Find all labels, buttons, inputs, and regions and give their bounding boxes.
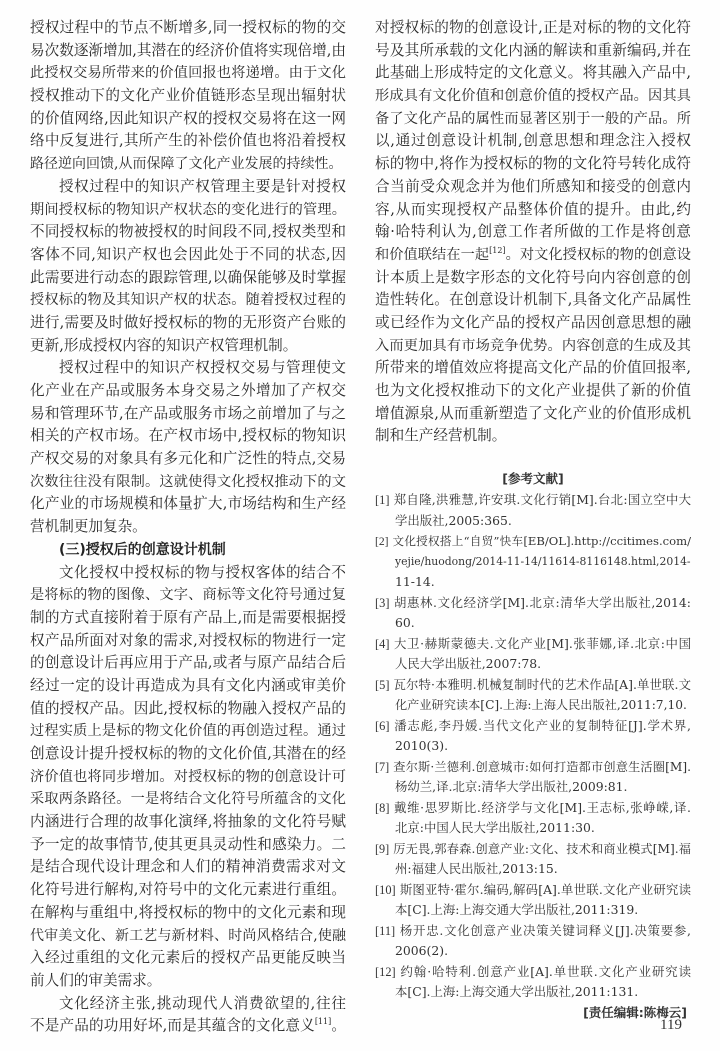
text-line: 文化授权中授权标的物与授权客体的结合不 bbox=[59, 563, 346, 581]
text-line: 予一定的故事情节,使其更具灵动性和感染力。二 bbox=[30, 835, 346, 853]
text-line: 合当前受众观念并为他们所感知和接受的创意内 bbox=[375, 177, 691, 195]
reference-line bbox=[375, 531, 691, 552]
text-line: 造性转化。在创意设计机制下,具备文化产品属性 bbox=[375, 291, 691, 309]
text-line: 翰·哈特利认为,创意工作者所做的工作是将创意 bbox=[375, 223, 691, 241]
text-line: 授权过程中的节点不断增多,同一授权标的物的交 bbox=[30, 19, 346, 36]
paragraph-4 bbox=[30, 562, 346, 993]
text-line: 产权交易的对象具有多元化和广泛性的特点,交易 bbox=[30, 450, 346, 468]
text-line: 路径逆向回馈,从而保障了文化产业发展的持续性。 bbox=[30, 156, 343, 173]
text-line: 是将标的物的图像、文字、商标等文化符号通过复 bbox=[30, 587, 346, 604]
reference-item bbox=[375, 839, 691, 880]
text-line: 制的方式直接附着于原有产品上,而是需要根据授 bbox=[30, 608, 346, 626]
text-line: 的创意设计后再应用于产品,或者与原产品结合后 bbox=[30, 654, 346, 672]
reference-text: 斯图亚特·霍尔.编码,解码[A].单世联.文化产业研究读 bbox=[399, 881, 691, 897]
reference-text: 戴维·思罗斯比.经济学与文化[M].王志标,张峥嵘,译. bbox=[394, 799, 691, 815]
text-line: 所带来的增值效应将提高文化产品的价值回报率, bbox=[375, 359, 691, 377]
text-line: 增值源泉,从而重新塑造了文化产业的价值形成机 bbox=[375, 404, 691, 422]
reference-line bbox=[375, 757, 691, 778]
reference-line: 60. bbox=[395, 615, 415, 631]
text-line: 济价值也将同步增加。对授权标的物的创意设计可 bbox=[30, 768, 346, 785]
text-line: 备了文化产品的属性而显著区别于一般的产品。所 bbox=[375, 110, 691, 127]
text-line: 的价值网络,因此知识产权的授权交易将在这一网 bbox=[30, 109, 346, 127]
section-heading: (三)授权后的创意设计机制 bbox=[59, 541, 226, 558]
reference-item bbox=[375, 757, 691, 798]
text-line: 营机制更加复杂。 bbox=[30, 518, 147, 536]
text-line: 期间授权标的物知识产权状态的变化进行的管理。 bbox=[30, 201, 346, 218]
text-line: 此基础上形成特定的文化意义。将其融入产品中, bbox=[375, 64, 691, 82]
reference-line bbox=[375, 962, 691, 983]
reference-line: 北京:中国人民大学出版社,2011:30. bbox=[395, 820, 595, 836]
reference-item bbox=[375, 531, 691, 593]
text-line: 化符号进行解构,对符号中的文化元素进行重组。 bbox=[30, 881, 346, 899]
reference-line: 2010(3). bbox=[395, 738, 449, 754]
text-line: 计本质上是数字形态的文化符号向内容创意的创 bbox=[375, 268, 691, 286]
text-line: 在解构与重组中,将授权标的物中的文化元素和现 bbox=[30, 903, 346, 921]
text-fragment: 。 bbox=[331, 1017, 346, 1035]
reference-line bbox=[375, 593, 691, 614]
text-line: 授权标的物及其知识产权的状态。随着授权过程的 bbox=[30, 292, 346, 309]
reference-line: 2006(2). bbox=[395, 943, 449, 959]
text-line: 或已经作为文化产品的授权产品因创意思想的融 bbox=[375, 313, 691, 331]
reference-text: 厉无畏,郭春森.创意产业:文化、技术和商业模式[M].福 bbox=[393, 841, 691, 856]
text-line: 入而更加具有市场竞争优势。内容创意的生成及其 bbox=[375, 337, 691, 354]
reference-line: 本[C].上海:上海交通大学出版社,2011:319. bbox=[395, 902, 639, 918]
paragraph-2 bbox=[30, 176, 346, 358]
text-line: 对授权标的物的创意设计,正是对标的物的文化符 bbox=[375, 19, 691, 36]
reference-number: [10] bbox=[375, 882, 396, 897]
reference-line bbox=[375, 798, 691, 819]
text-line: 进行,需要及时做好授权标的物的无形资产台账的 bbox=[30, 313, 346, 331]
reference-line: 州:福建人民出版社,2013:15. bbox=[395, 861, 558, 877]
paragraph-right-2 bbox=[375, 267, 691, 449]
reference-line bbox=[375, 490, 691, 511]
text-line: 是结合现代设计理念和人们的精神消费需求对文 bbox=[30, 858, 346, 876]
right-column bbox=[375, 17, 691, 1023]
text-line: 化产业在产品或服务本身交易之外增加了产权交 bbox=[30, 382, 346, 399]
reference-item bbox=[375, 880, 691, 921]
references-title: [参考文献] bbox=[502, 471, 564, 487]
reference-line bbox=[375, 880, 691, 901]
reference-item bbox=[375, 634, 691, 675]
reference-text: 杨开忠.文化创意产业决策关键词释义[J].决策要参, bbox=[399, 922, 691, 938]
reference-line: 化产业研究读本[C].上海:上海人民出版社,2011:7,10. bbox=[395, 698, 687, 713]
left-column bbox=[30, 17, 346, 1038]
paragraph-right-1 bbox=[375, 17, 691, 244]
text-line: 更新,形成授权内容的知识产权管理机制。 bbox=[30, 336, 298, 354]
editor-note: [责任编辑:陈梅云] bbox=[583, 1004, 687, 1020]
text-line: 也为文化授权推动下的文化产业提供了新的价值 bbox=[375, 382, 691, 399]
text-line: 采取两条路径。一是将结合文化符号所蕴含的文化 bbox=[30, 791, 346, 808]
reference-number: [11] bbox=[375, 923, 396, 938]
text-line: 授权过程中的知识产权管理主要是针对授权 bbox=[59, 177, 346, 195]
text-line: 授权过程中的知识产权授权交易与管理使文 bbox=[59, 359, 346, 377]
text-line: 创意设计提升授权标的物的文化价值,其潜在的经 bbox=[30, 745, 346, 762]
reference-number: [12] bbox=[375, 964, 396, 979]
text-line: 标的物中,将作为授权标的物的文化符号转化成符 bbox=[375, 155, 691, 173]
text-line: 次数往往没有限制。这就使得文化授权推动下的文 bbox=[30, 473, 346, 490]
text-line: 内涵进行合理的故事化演绎,将抽象的文化符号赋 bbox=[30, 813, 346, 831]
text-line: 授权推动下的文化产业价值链形态呈现出辐射状 bbox=[30, 87, 346, 105]
reference-item bbox=[375, 716, 691, 757]
reference-item bbox=[375, 921, 691, 962]
reference-number: [3] bbox=[375, 595, 390, 610]
reference-text: 潘志彪,李丹媛.当代文化产业的复制特征[J].学术界, bbox=[394, 717, 691, 733]
text-line: 此需要进行动态的跟踪管理,以确保能够及时掌握 bbox=[30, 268, 346, 286]
text-line: 络中反复进行,其所产生的补偿价值也将沿着授权 bbox=[30, 132, 346, 150]
reference-text: 约翰·哈特利.创意产业[A].单世联.文化产业研究读 bbox=[400, 963, 691, 979]
citation-11[interactable]: [11] bbox=[314, 1017, 332, 1027]
text-line: 化产业的市场规模和体量扩大,市场结构和生产经 bbox=[30, 495, 346, 513]
paragraph-1 bbox=[30, 17, 346, 176]
text-line: 入经过重组的文化元素后的授权产品更能反映当 bbox=[30, 949, 346, 967]
reference-text: 文化授权搭上“自贸”快车[EB/OL].http://ccitimes.com/ bbox=[392, 534, 692, 549]
reference-number: [1] bbox=[375, 493, 390, 508]
reference-number: [2] bbox=[375, 535, 389, 549]
reference-text: 查尔斯·兰德利.创意城市:如何打造都市创意生活圈[M]. bbox=[393, 759, 691, 774]
reference-text: 胡惠林.文化经济学[M].北京:清华大学出版社,2014: bbox=[394, 594, 691, 610]
text-line: 此授权交易所带来的价值回报也将递增。由于文化 bbox=[30, 65, 346, 82]
reference-text: 瓦尔特·本雅明.机械复制时代的艺术作品[A].单世联.文 bbox=[393, 676, 691, 692]
text-line: 经过一定的设计再造成为具有文化内涵或审美价 bbox=[30, 676, 346, 694]
reference-number: [5] bbox=[375, 677, 390, 692]
text-line: 相关的产权市场。在产权市场中,授权标的物知识 bbox=[30, 427, 346, 445]
text-line: 形成具有文化价值和创意价值的授权产品。因其具 bbox=[375, 88, 691, 105]
text-fragment: 。对文化授权标的物的创意设 bbox=[505, 246, 691, 263]
reference-number: [4] bbox=[375, 636, 390, 651]
text-line: 容,从而实现授权产品整体价值的提升。由此,约 bbox=[375, 200, 691, 218]
page-number: 119 bbox=[660, 1017, 682, 1033]
text-line: 易和管理环节,在产品或服务市场之前增加了与之 bbox=[30, 404, 346, 422]
reference-line bbox=[375, 921, 691, 942]
reference-number: [9] bbox=[375, 841, 390, 856]
reference-item bbox=[375, 962, 691, 1003]
text-line: 以,通过创意设计机制,创意思想和理念注入授权 bbox=[375, 132, 691, 150]
reference-line bbox=[375, 839, 691, 860]
reference-line: 11-14. bbox=[395, 574, 435, 590]
text-line: 值的授权产品。因此,授权标的物融入授权产品的 bbox=[30, 699, 346, 717]
text-fragment: 不是产品的功用好坏,而是其蕴含的文化意义 bbox=[30, 1017, 315, 1035]
text-line: 权产品所面对对象的需求,对授权标的物进行一定 bbox=[30, 631, 346, 649]
text-line: 制和生产经营机制。 bbox=[375, 427, 507, 445]
text-fragment: 和价值联结在一起 bbox=[375, 246, 490, 263]
reference-item bbox=[375, 593, 691, 634]
references-list bbox=[375, 490, 691, 1003]
paragraph-5 bbox=[30, 993, 346, 1038]
reference-line: yejie/huodong/2014-11-14/11614-8116148.html,2014- bbox=[395, 554, 691, 568]
reference-line: 人民大学出版社,2007:78. bbox=[395, 656, 542, 672]
reference-text: 郑自隆,洪雅慧,许安琪.文化行销[M].台北:国立空中大 bbox=[393, 492, 691, 508]
reference-line: 杨幼兰,译.北京:清华大学出版社,2009:81. bbox=[395, 779, 628, 795]
reference-line bbox=[375, 634, 691, 655]
reference-number: [8] bbox=[375, 800, 390, 815]
reference-line: 本[C].上海:上海交通大学出版社,2011:131. bbox=[395, 984, 639, 1000]
text-line: 易次数逐渐增加,其潜在的经济价值将实现倍增,由 bbox=[30, 41, 346, 59]
reference-line bbox=[375, 716, 691, 737]
reference-text: 大卫·赫斯蒙德夫.文化产业[M].张菲娜,译.北京:中国 bbox=[394, 635, 691, 651]
text-line: 号及其所承载的文化内涵的解读和重新编码,并在 bbox=[375, 41, 691, 59]
reference-item bbox=[375, 490, 691, 531]
text-line bbox=[375, 244, 691, 267]
reference-item bbox=[375, 675, 691, 716]
citation-12[interactable]: [12] bbox=[489, 245, 506, 255]
text-line: 不同授权标的物被授权的时间段不同,授权类型和 bbox=[30, 223, 346, 241]
reference-number: [7] bbox=[375, 759, 390, 774]
reference-line: 学出版社,2005:365. bbox=[395, 512, 512, 528]
reference-line bbox=[375, 675, 691, 696]
text-line: 客体不同,知识产权也会因此处于不同的状态,因 bbox=[30, 245, 346, 263]
paragraph-3 bbox=[30, 357, 346, 539]
text-line: 代审美文化、新工艺与新材料、时尚风格结合,使融 bbox=[30, 927, 346, 944]
text-line bbox=[30, 1015, 346, 1038]
reference-number: [6] bbox=[375, 718, 390, 733]
text-line: 前人们的审美需求。 bbox=[30, 971, 162, 989]
reference-item bbox=[375, 798, 691, 839]
text-line: 文化经济主张,挑动现代人消费欲望的,往往 bbox=[59, 994, 346, 1012]
text-line: 过程实质上是标的物文化价值的再创造过程。通过 bbox=[30, 723, 346, 740]
